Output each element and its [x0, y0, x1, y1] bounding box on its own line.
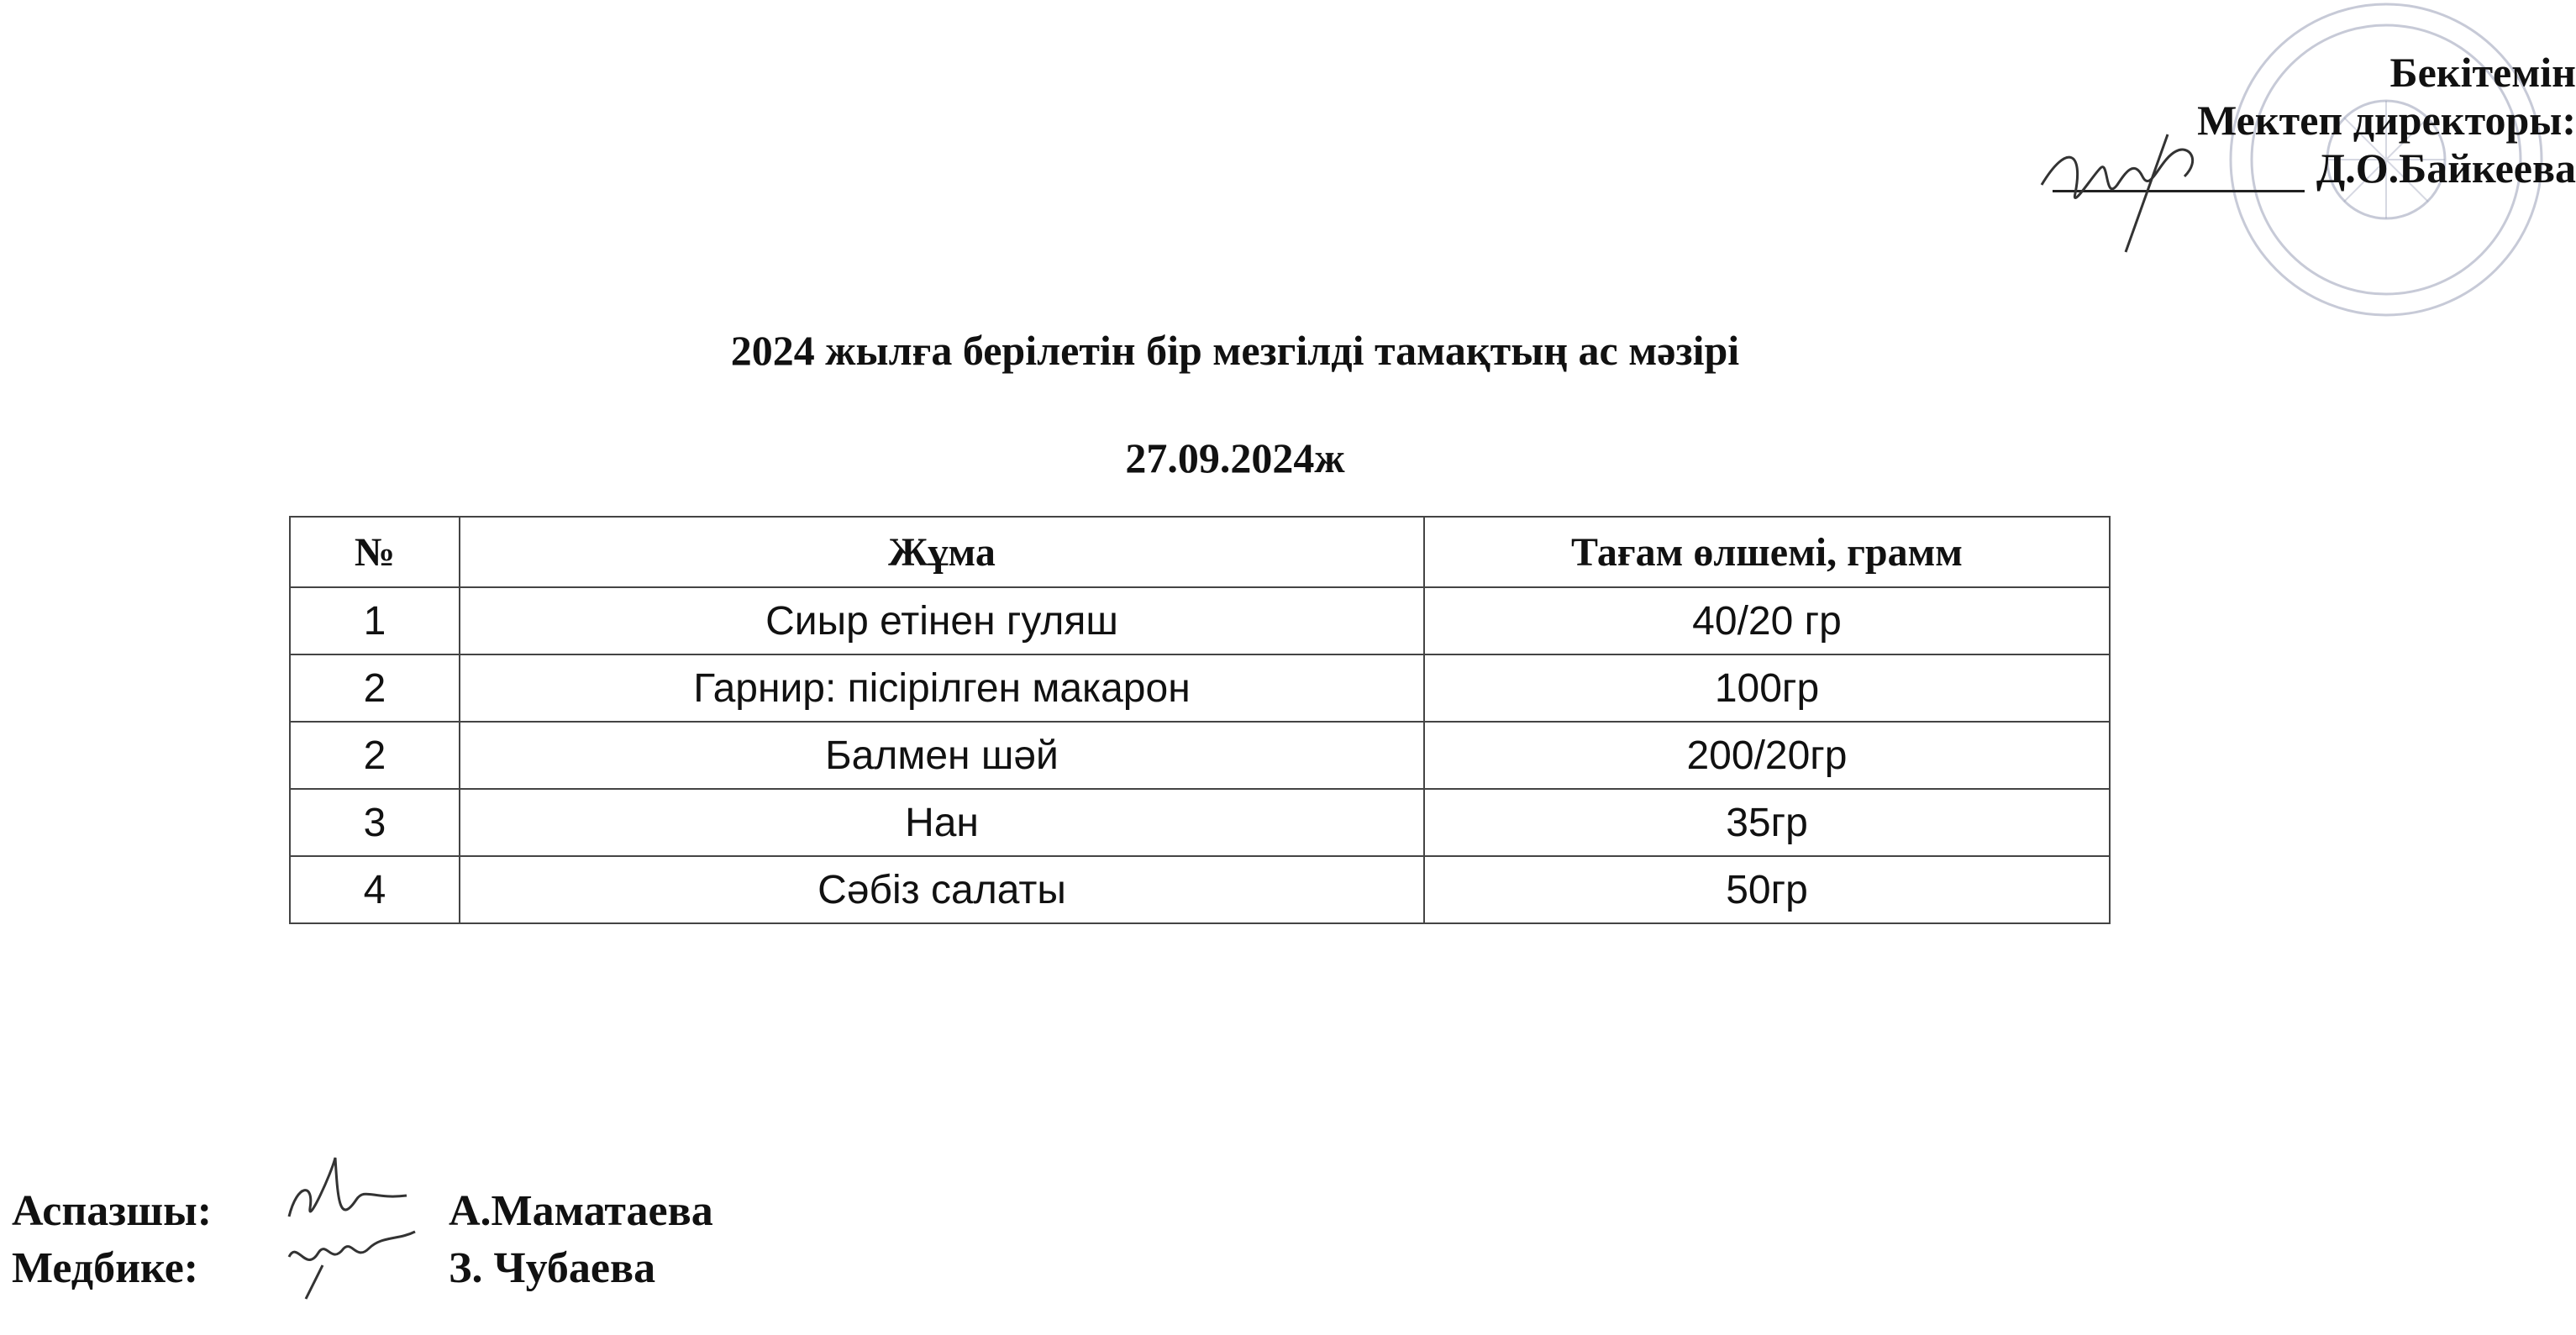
row-number: 2 — [290, 722, 460, 789]
menu-table — [289, 516, 2111, 924]
signer-role: Аспазшы: — [12, 1187, 213, 1235]
row-dish: Сиыр етінен гуляш — [460, 587, 1424, 654]
nurse-signature-icon — [272, 1215, 440, 1307]
header-portion: Тағам өлшемі, грамм — [1424, 517, 2110, 587]
approval-position: Мектеп директоры: — [2197, 97, 2576, 144]
approval-director-name: Д.О.Байкеева — [2316, 145, 2576, 192]
row-number: 1 — [290, 587, 460, 654]
row-dish: Балмен шәй — [460, 722, 1424, 789]
row-portion: 100гр — [1424, 654, 2110, 722]
row-dish: Нан — [460, 789, 1424, 856]
row-number: 3 — [290, 789, 460, 856]
director-signature-icon — [2033, 126, 2218, 260]
document-date: 27.09.2024ж — [1125, 434, 1345, 481]
approval-heading: Бекітемін — [2389, 49, 2576, 96]
row-number: 2 — [290, 654, 460, 722]
row-portion: 40/20 гр — [1424, 587, 2110, 654]
table-header-row — [290, 517, 2110, 587]
table-row — [290, 587, 2110, 654]
document-title: 2024 жылға берілетін бір мезгілді тамақтың ас мәзірі — [730, 327, 1740, 374]
table-row — [290, 856, 2110, 923]
row-number: 4 — [290, 856, 460, 923]
row-portion: 50гр — [1424, 856, 2110, 923]
row-dish: Сәбіз салаты — [460, 856, 1424, 923]
signer-name: З. Чубаева — [449, 1244, 656, 1292]
table-row — [290, 654, 2110, 722]
header-number: № — [290, 517, 460, 587]
header-dish: Жұма — [460, 517, 1424, 587]
table-row — [290, 789, 2110, 856]
row-dish: Гарнир: пісірілген макарон — [460, 654, 1424, 722]
table-row — [290, 722, 2110, 789]
row-portion: 35гр — [1424, 789, 2110, 856]
signer-role: Медбике: — [12, 1244, 199, 1292]
row-portion: 200/20гр — [1424, 722, 2110, 789]
signer-name: А.Маматаева — [449, 1187, 713, 1235]
